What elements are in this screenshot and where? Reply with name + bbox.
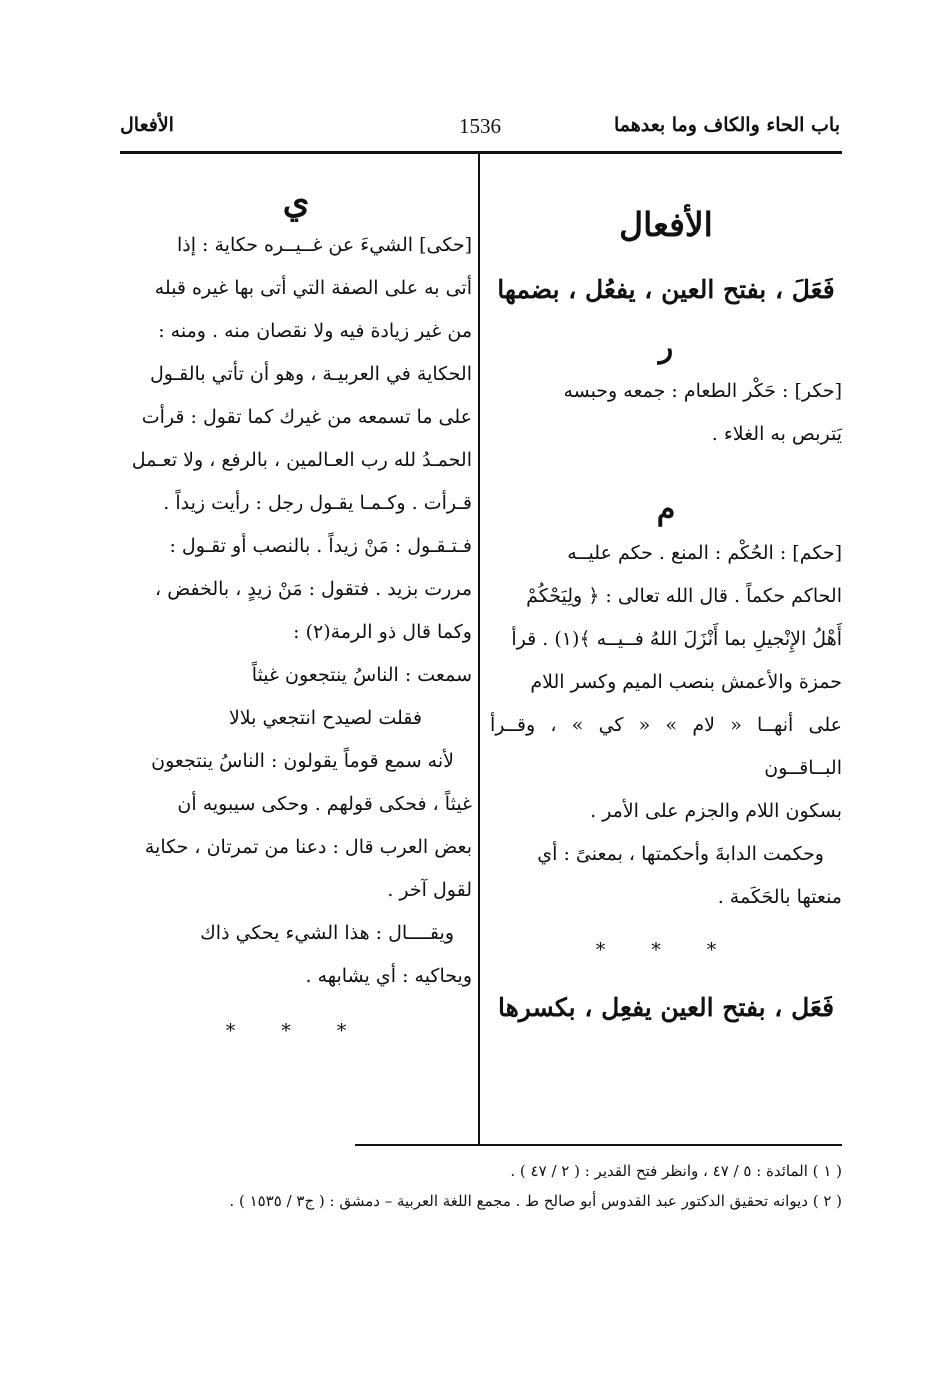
footnote-1: ( ١ ) المائدة : ٥ / ٤٧ ، وانظر فتح القدير : ( ٢ / ٤٧ ) . bbox=[510, 1162, 842, 1180]
entry-line: من غير زيادة فيه ولا نقصان منه . ومنه : bbox=[158, 320, 472, 342]
footnotes bbox=[102, 1156, 842, 1216]
entry-line: وحكمت الدابةَ وأحكمتها ، بمعنىً : أي bbox=[537, 843, 824, 865]
entry-line: أتى به على الصفة التي أتى بها غيره قبله bbox=[154, 277, 472, 299]
entry-line: الحمـدُ لله رب العـالمين ، بالرفع ، ولا تعـمل bbox=[131, 449, 472, 471]
entry-line: ويحاكيه : أي يشابهه . bbox=[305, 965, 472, 987]
entry-line: على أنهــا « لام » « كي » ، وقــرأ البــاقــون bbox=[490, 714, 842, 779]
entry-line: قـرأت . وكـمـا يقـول رجل : رأيت زيداً . bbox=[163, 492, 472, 514]
footnote-2: ( ٢ ) ديوانه تحقيق الدكتور عبد القدوس أبو صالح ط . مجمع اللغة العربية – دمشق : ( ج٣ / ١٥٣٥ ) . bbox=[229, 1192, 842, 1210]
entry-line: حمزة والأعمش بنصب الميم وكسر اللام bbox=[530, 671, 842, 693]
right-column bbox=[490, 180, 842, 1044]
entry-line: الحاكم حكماً . قال الله تعالى : ﴿ ولِيَحْكُمْ bbox=[526, 585, 842, 607]
header-chapter-title: باب الحاء والكاف وما بعدهما bbox=[613, 114, 840, 136]
section-separator: * * * bbox=[225, 1020, 367, 1042]
left-column bbox=[120, 180, 472, 1067]
entry-line: يَتربص به الغلاء . bbox=[711, 423, 842, 445]
letter-heading-m: م bbox=[656, 492, 676, 527]
entry-line: على ما تسمعه من غيرك كما تقول : قرأت bbox=[141, 406, 472, 428]
letter-heading-y: ي bbox=[282, 182, 310, 222]
entry-line: فـتـقـول : مَنْ زيداً . بالنصب أو تقـول : bbox=[169, 535, 472, 557]
entry-line: غيثاً ، فحكى قولهم . وحكى سيبويه أن bbox=[177, 793, 472, 815]
page-header bbox=[120, 114, 840, 150]
section-separator: * * * bbox=[595, 939, 737, 961]
verse-hemistich-1: سمعت : الناسُ ينتجعون غيثاً bbox=[251, 664, 472, 686]
entry-line: [حكى] الشيءَ عن غــيــره حكاية : إذا bbox=[176, 234, 472, 256]
header-rule bbox=[120, 151, 842, 154]
entry-line: [حكر] : حَكْر الطعام : جمعه وحبسه bbox=[563, 380, 842, 402]
footnote-rule bbox=[355, 1144, 842, 1146]
entry-line: لأنه سمع قوماً يقولون : الناسُ ينتجعون bbox=[151, 750, 454, 772]
entry-line: بعض العرب قال : دعنا من تمرتان ، حكاية bbox=[144, 836, 472, 858]
letter-heading-r: ر bbox=[658, 330, 674, 365]
entry-line: الحكاية في العربيـة ، وهو أن تأتي بالقـول bbox=[149, 363, 472, 385]
sub-heading: فَعَلَ ، بفتح العين ، يفعُل ، بضمها bbox=[497, 275, 835, 304]
verse-hemistich-2: فقلت لصيدح انتجعي بلالا bbox=[228, 707, 422, 729]
header-section-title: الأفعال bbox=[120, 114, 174, 136]
entry-line: [حكم] : الحُكْم : المنع . حكم عليــه bbox=[567, 542, 842, 564]
entry-line: مررت بزيد . فتقول : مَنْ زيدٍ ، بالخفض ، bbox=[155, 578, 472, 600]
column-divider bbox=[478, 154, 480, 1146]
entry-line: أَهْلُ الإِنْجيلِ بما أَنْزَلَ اللهُ فــيــه ﴾(١) . قرأ bbox=[511, 628, 842, 650]
bottom-heading: فَعَل ، بفتح العين يفعِل ، بكسرها bbox=[497, 993, 835, 1022]
entry-line: منعتها بالحَكَمة . bbox=[717, 886, 842, 908]
page-number: 1536 bbox=[459, 114, 501, 138]
entry-line: لقول آخر . bbox=[387, 879, 472, 901]
entry-line: ويقــــال : هذا الشيء يحكي ذاك bbox=[200, 922, 454, 944]
entry-line: وكما قال ذو الرمة(٢) : bbox=[293, 621, 472, 643]
entry-line: بسكون اللام والجزم على الأمر . bbox=[590, 800, 842, 822]
main-heading: الأفعال bbox=[619, 205, 713, 244]
